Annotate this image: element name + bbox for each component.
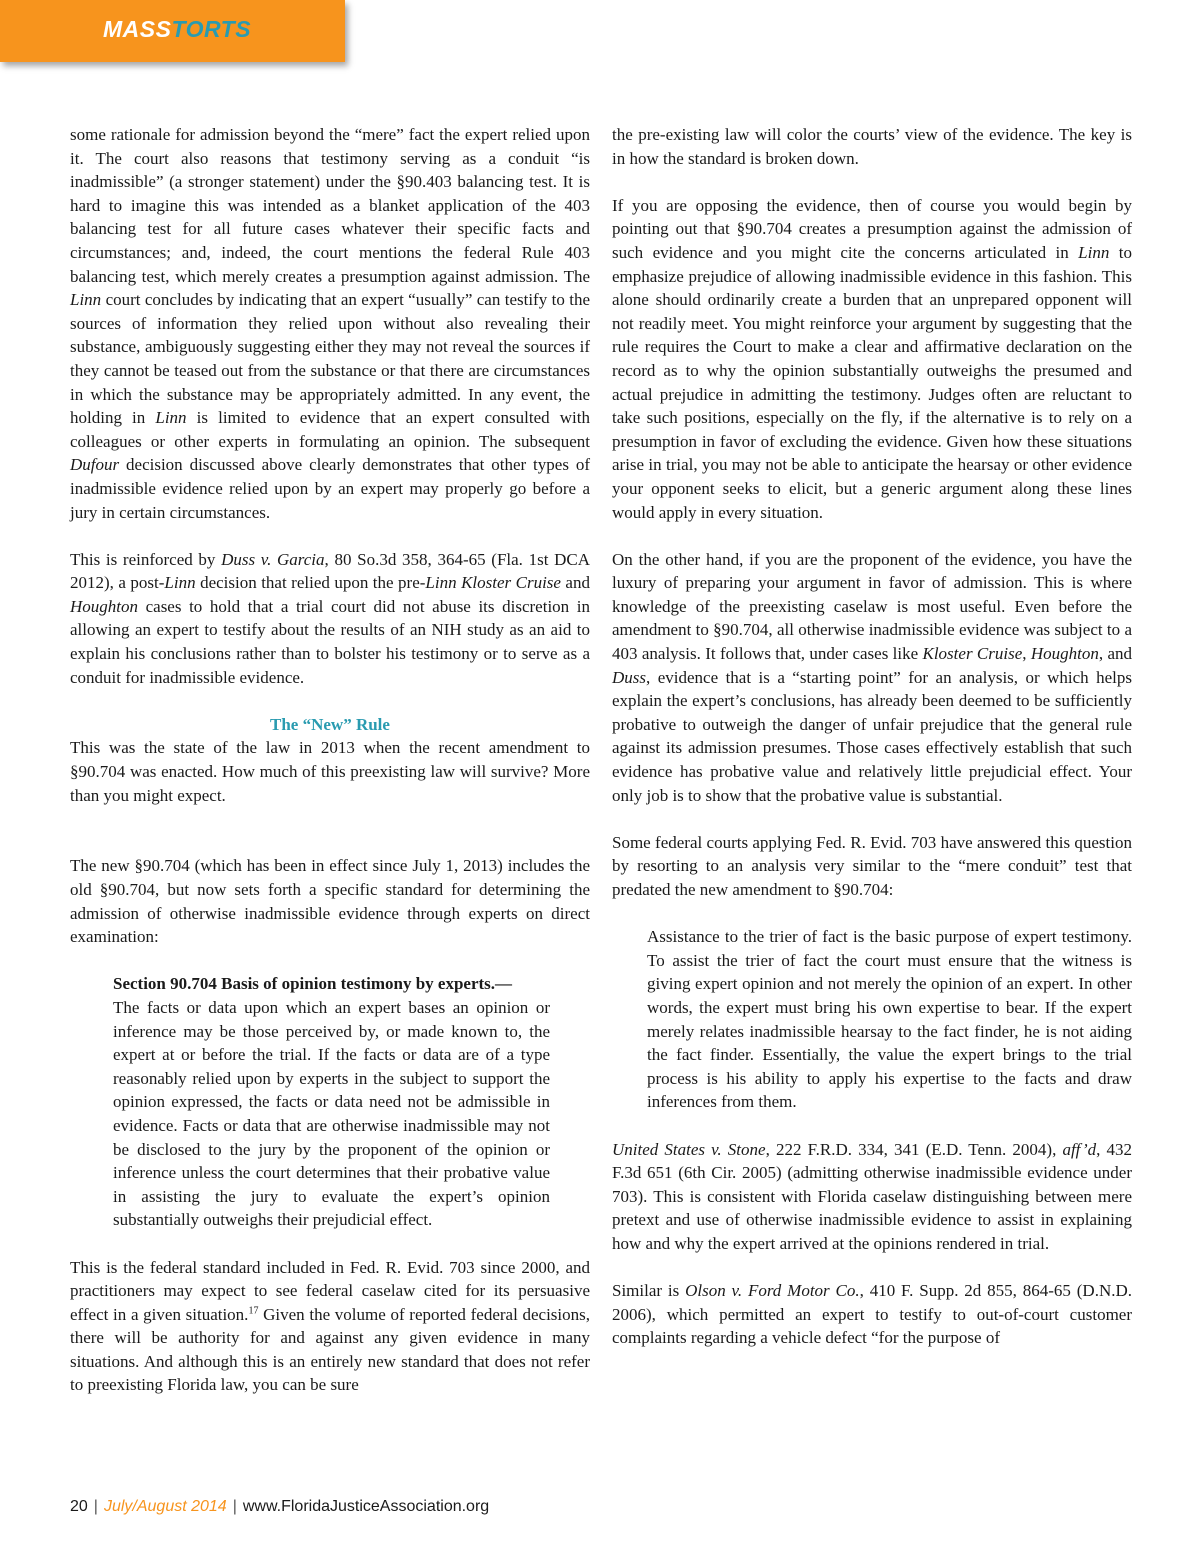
paragraph: Similar is Olson v. Ford Motor Co., 410 F. Supp. 2d 855, 864-65 (D.N.D. 2006), which permitted an expert to testify to out-of-court customer complaints regarding a vehicle defect “for the purpose of: [612, 1281, 1132, 1348]
page-number: 20: [70, 1498, 88, 1515]
statute-quote: Section 90.704 Basis of opinion testimony by experts.— The facts or data upon which an expert bases an opinion or inference may be those perceived by, or made known to, the expert at or before the trial. If the facts or data are of a type reasonably relied upon by experts in the subject to support the opinion expressed, the facts or data need not be admissible in evidence. Facts or data that are otherwise inadmissible may not be disclosed to the jury by the proponent of the opinion or inference unless the court determines that their probative value in assisting the jury to evaluate the expert’s opinion substantially outweighs their prejudicial effect.: [113, 974, 550, 1230]
page-footer: 20 | July/August 2014 | www.FloridaJusticeAssociation.org: [70, 1498, 490, 1515]
paragraph: This is the federal standard included in Fed. R. Evid. 703 since 2000, and practitioners may expect to see federal caselaw cited for its persuasive effect in a given situation.$^{17}$ Given the volume of reported federal decisions, there will be authority for and against any given evidence in many situations. And although this is an entirely new standard that does not refer to preexisting Florida law, you can be sure: [70, 1257, 590, 1395]
paragraph: The new §90.704 (which has been in effect since July 1, 2013) includes the old §90.704, but now sets forth a specific standard for determining the admission of otherwise inadmissible evidence through experts on direct examination:: [70, 856, 590, 947]
paragraph: This is reinforced by Duss v. Garcia, 80 So.3d 358, 364-65 (Fla. 1st DCA 2012), a post-Linn decision that relied upon the pre-Linn Kloster Cruise and Houghton cases to hold that a trial court did not abuse its discretion in allowing an expert to testify about the results of an NIH study as an aid to explain his conclusions rather than to bolster his testimony or to serve as a conduit for inadmissible evidence.: [70, 549, 591, 687]
issue-date: July/August 2014: [103, 1498, 227, 1515]
paragraph: Some federal courts applying Fed. R. Evid. 703 have answered this question by resorting to an analysis very similar to the “mere conduit” test that predated the new amendment to §90.704:: [612, 832, 1132, 899]
section-tab: [0, 0, 345, 62]
left-column: [70, 123, 590, 1421]
section-heading: The “New” Rule: [270, 714, 390, 734]
paragraph: This was the state of the law in 2013 when the recent amendment to §90.704 was enacted. How much of this preexisting law will survive? More than you might expect.: [70, 738, 590, 805]
paragraph: If you are opposing the evidence, then of course you would begin by pointing out that §90.704 creates a presumption against the admission of such evidence and you might cite the concerns articulated in Linn to emphasize prejudice of allowing inadmissible evidence in this fashion. This alone should ordinarily create a burden that an unprepared opponent will not readily meet. You might reinforce your argument by suggesting that the rule requires the Court to make a clear and affirmative declaration on the record as to why the opinion substantially outweighs the presumed and actual prejudice in admitting the testimony. Judges often are reluctant to take such positions, especially on the fly, if the alternative is to rely on a presumption in favor of excluding the evidence. Given how these situations arise in trial, you may not be able to anticipate the hearsay or other evidence your opponent seeks to elicit, but a generic argument along these lines would apply in every situation.: [612, 195, 1132, 522]
paragraph: the pre-existing law will color the courts’ view of the evidence. The key is in how the standard is broken down.: [612, 125, 1132, 168]
paragraph: United States v. Stone, 222 F.R.D. 334, 341 (E.D. Tenn. 2004), aff’d, 432 F.3d 651 (6th Cir. 2005) (admitting otherwise inadmissible evidence under 703). This is consistent with Florida caselaw distinguishing between mere pretext and use of otherwise inadmissible evidence to assist in explaining how and why the expert arrived at the opinions rendered in trial.: [612, 1139, 1132, 1253]
right-column: [612, 123, 1132, 1373]
case-quote: Assistance to the trier of fact is the basic purpose of expert testimony. To assist the trier of fact the court must ensure that the witness is giving expert opinion and not merely the opinion of an expert. In other words, the expert must bring his own expertise to bear. If the expert merely relates inadmissible hearsay to the fact finder, he is not aiding the fact finder. Essentially, the value the expert brings to the trial process is his ability to apply his expertise to the facts and draw inferences from them.: [647, 927, 1132, 1112]
statute-title: Section 90.704 Basis of opinion testimony by experts.—: [113, 974, 513, 994]
website-link[interactable]: www.FloridaJusticeAssociation.org: [242, 1498, 490, 1515]
paragraph: On the other hand, if you are the proponent of the evidence, you have the luxury of preparing your argument in favor of admission. This is where knowledge of the preexisting caselaw is most useful. Even before the amendment to §90.704, all otherwise inadmissible evidence was subject to a 403 analysis. It follows that, under cases like Kloster Cruise, Houghton, and Duss, evidence that is a “starting point” for an analysis, or which helps explain the expert’s conclusions, has already been deemed to be sufficiently probative to outweigh the danger of unfair prejudice that the general rule against its admission presumes. Those cases effectively establish that such evidence has probative value and relatively little prejudicial effect. Your only job is to show that the probative value is substantial.: [612, 549, 1133, 805]
paragraph: some rationale for admission beyond the “mere” fact the expert relied upon it. The court also reasons that testimony serving as a conduit “is inadmissible” (a stronger statement) under the §90.403 balancing test. It is hard to imagine this was intended as a blanket application of the 403 balancing test for all future cases whatever their specific facts and circumstances; and, indeed, the court mentions the federal Rule 403 balancing test, which merely creates a presumption against admission. The Linn court concludes by indicating that an expert “usually” can testify to the sources of information they relied upon without also revealing their substance, ambiguously suggesting either they may not reveal the sources if they cannot be teased out from the substance or that there are circumstances in which the substance may be appropriately admitted. In any event, the holding in Linn is limited to evidence that an expert consulted with colleagues or other experts in formulating an opinion. The subsequent Dufour decision discussed above clearly demonstrates that other types of inadmissible evidence relied upon by an expert may properly go before a jury in certain circumstances.: [70, 125, 590, 522]
section-title: MASSTORTS: [103, 16, 252, 42]
